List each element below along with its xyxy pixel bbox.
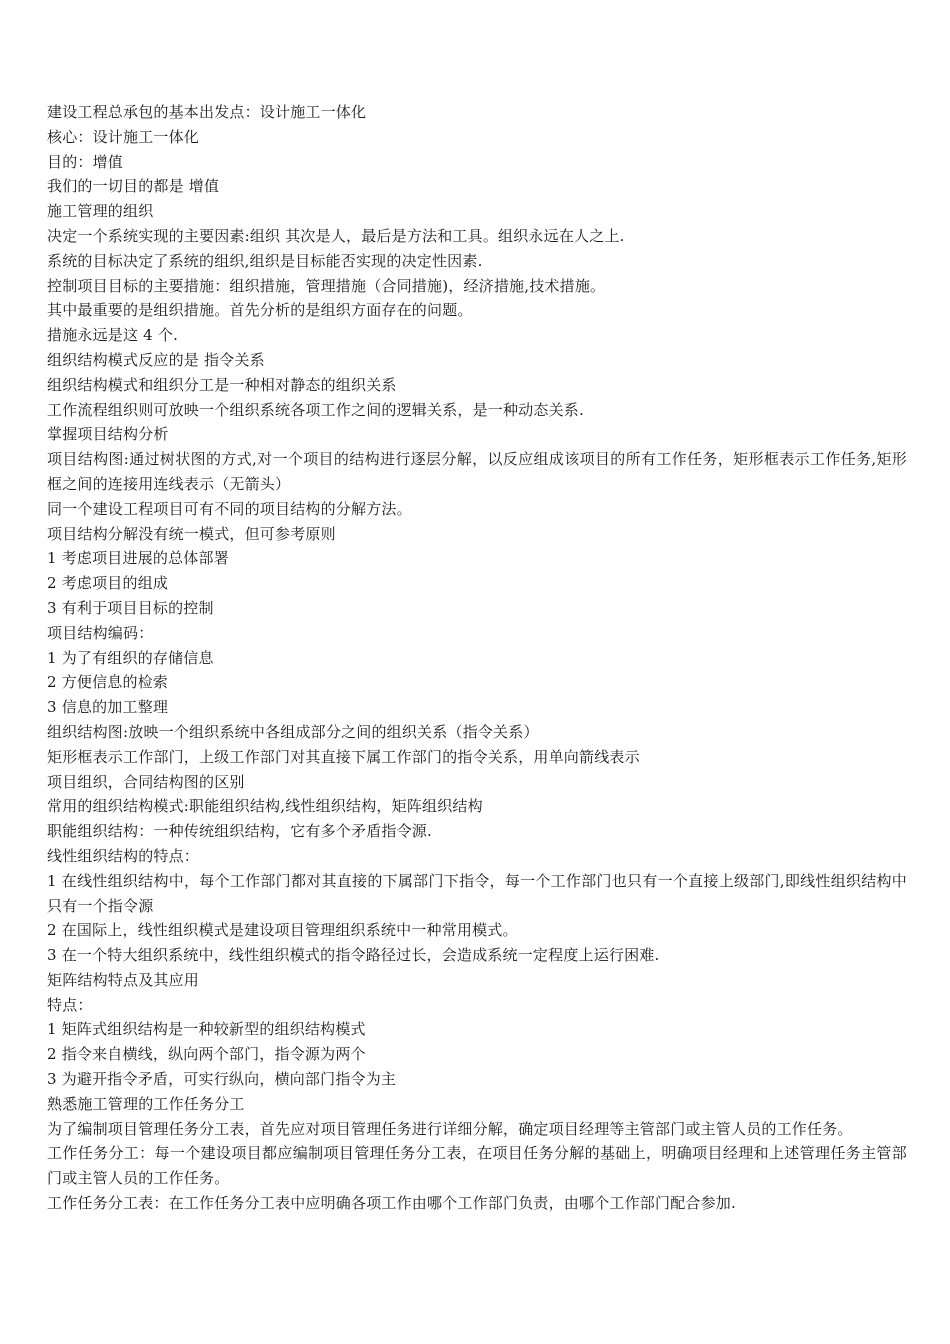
text-line: 工作任务分工表：在工作任务分工表中应明确各项工作由哪个工作部门负责，由哪个工作部门配合参加. [47, 1194, 736, 1213]
text-line: 项目结构编码： [47, 623, 154, 642]
list-item: 3 有利于项目目标的控制 [47, 598, 214, 617]
text-line: 决定一个系统实现的主要因素:组织 其次是人，最后是方法和工具。组织永远在人之上. [47, 226, 625, 245]
text-paragraph: 项目结构图:通过树状图的方式,对一个项目的结构进行逐层分解，以反应组成该项目的所有工作任务，矩形框表示工作任务,矩形框之间的连接用连线表示（无箭头） [47, 450, 907, 493]
list-item: 1 为了有组织的存储信息 [47, 648, 214, 667]
list-item: 1 在线性组织结构中，每个工作部门都对其直接的下属部门下指令，每一个工作部门也只有一个直接上级部门,即线性组织结构中只有一个指令源 [47, 871, 907, 915]
text-line: 线性组织结构的特点： [47, 846, 200, 865]
list-item: 2 考虑项目的组成 [47, 574, 169, 593]
text-line: 常用的组织结构模式:职能组织结构,线性组织结构，矩阵组织结构 [47, 797, 483, 816]
list-item: 2 指令来自横线，纵向两个部门，指令源为两个 [47, 1045, 366, 1064]
text-paragraph: 工作任务分工：每一个建设项目都应编制项目管理任务分工表，在项目任务分解的基础上，明确项目经理和上述管理任务主管部门或主管人员的工作任务。 [47, 1144, 907, 1188]
text-line: 矩形框表示工作部门，上级工作部门对其直接下属工作部门的指令关系，用单向箭线表示 [47, 747, 640, 766]
text-line: 目的：增值 [47, 152, 124, 171]
list-item: 3 为避开指令矛盾，可实行纵向，横向部门指令为主 [47, 1070, 397, 1089]
list-item: 3 信息的加工整理 [47, 698, 169, 717]
text-line: 工作流程组织则可放映一个组织系统各项工作之间的逻辑关系，是一种动态关系. [47, 400, 584, 419]
text-line: 我们的一切目的都是 增值 [47, 177, 220, 196]
text-line: 特点： [47, 995, 93, 1014]
section-heading: 矩阵结构特点及其应用 [47, 970, 200, 989]
text-line: 措施永远是这 4 个. [47, 326, 179, 345]
text-line: 其中最重要的是组织措施。首先分析的是组织方面存在的问题。 [47, 301, 473, 320]
list-item: 1 考虑项目进展的总体部署 [47, 549, 229, 568]
text-line: 组织结构图:放映一个组织系统中各组成部分之间的组织关系（指令关系） [47, 722, 539, 741]
text-line: 组织结构模式和组织分工是一种相对静态的组织关系 [47, 375, 397, 394]
list-item: 2 方便信息的检索 [47, 673, 169, 692]
document-body [47, 100, 907, 1216]
text-line: 组织结构模式反应的是 指令关系 [47, 350, 265, 369]
text-line: 项目组织，合同结构图的区别 [47, 772, 245, 791]
section-heading: 熟悉施工管理的工作任务分工 [47, 1094, 245, 1113]
section-heading: 掌握项目结构分析 [47, 425, 169, 444]
list-item: 1 矩阵式组织结构是一种较新型的组织结构模式 [47, 1020, 366, 1039]
text-line: 建设工程总承包的基本出发点：设计施工一体化 [47, 103, 367, 121]
text-line: 职能组织结构：一种传统组织结构，它有多个矛盾指令源. [47, 822, 432, 841]
list-item: 2 在国际上，线性组织模式是建设项目管理组织系统中一种常用模式。 [47, 921, 518, 940]
section-heading: 施工管理的组织 [47, 202, 154, 221]
text-line: 同一个建设工程项目可有不同的项目结构的分解方法。 [47, 499, 412, 518]
text-line: 控制项目目标的主要措施：组织措施，管理措施（合同措施)，经济措施,技术措施。 [47, 276, 606, 295]
text-line: 项目结构分解没有统一模式，但可参考原则 [47, 524, 336, 543]
text-line: 核心：设计施工一体化 [47, 127, 200, 146]
list-item: 3 在一个特大组织系统中，线性组织模式的指令路径过长，会造成系统一定程度上运行困难. [47, 946, 660, 965]
text-line: 系统的目标决定了系统的组织,组织是目标能否实现的决定性因素. [47, 251, 483, 270]
text-paragraph: 为了编制项目管理任务分工表，首先应对项目管理任务进行详细分解，确定项目经理等主管部门或主管人员的工作任务。 [47, 1119, 853, 1138]
